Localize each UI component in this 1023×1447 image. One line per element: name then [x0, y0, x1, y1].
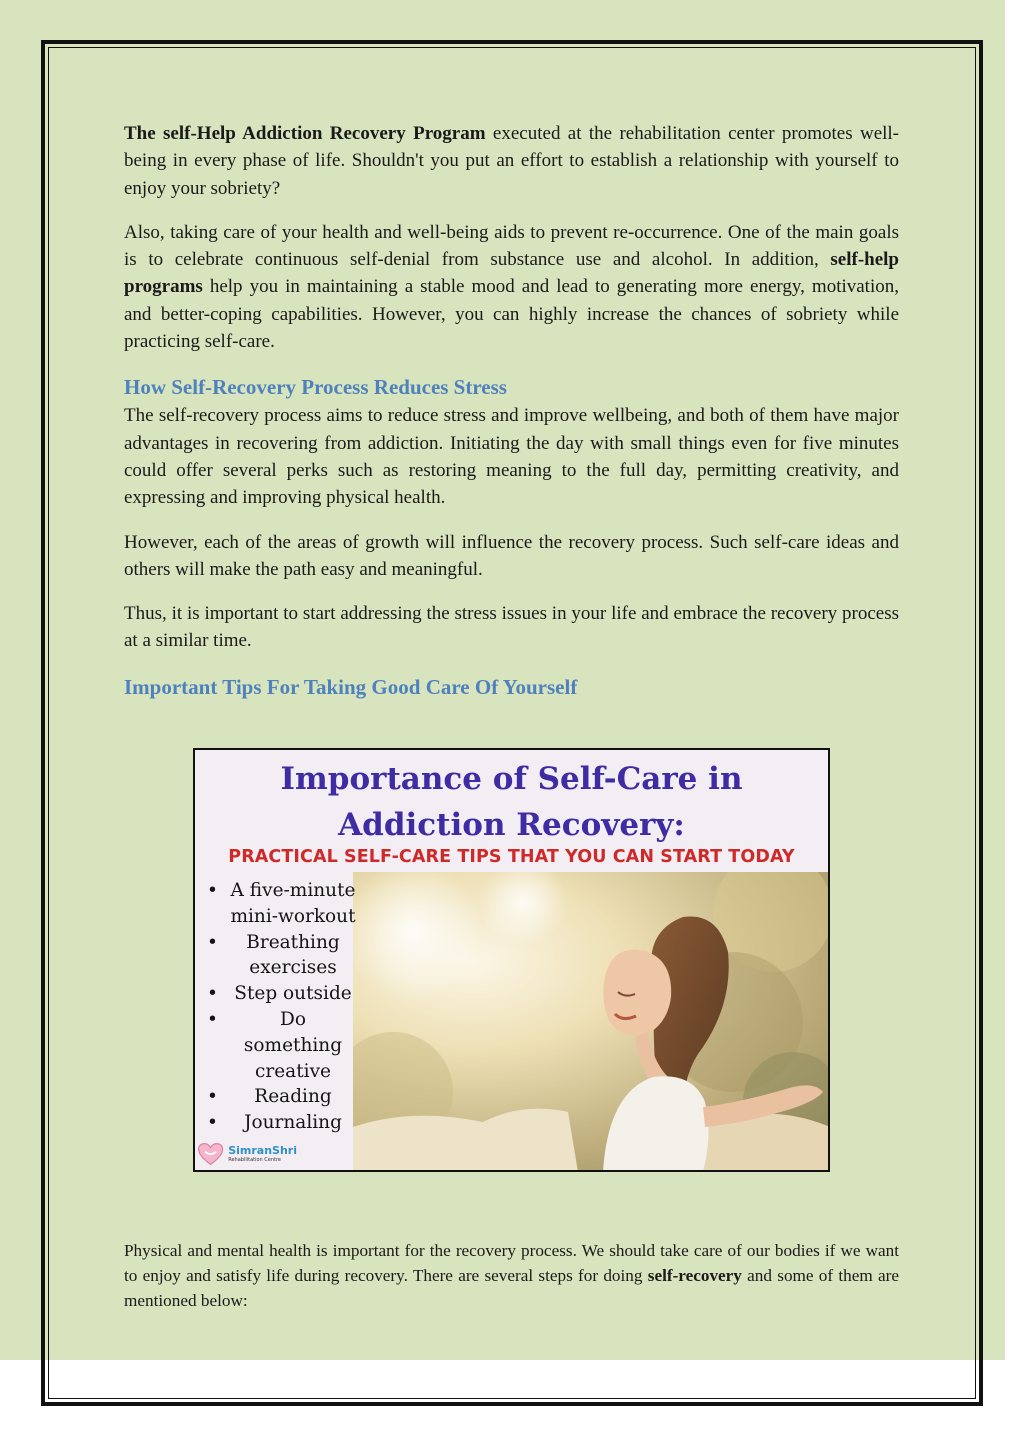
self-recovery-bold: self-recovery	[647, 1266, 742, 1285]
infographic-subtitle: PRACTICAL SELF-CARE TIPS THAT YOU CAN START TODAY	[228, 847, 795, 867]
article-body	[124, 120, 899, 702]
closing-paragraph	[124, 1238, 899, 1313]
stress-paragraph-1: The self-recovery process aims to reduce stress and improve wellbeing, and both of them have major advantages in recovering from addiction. Initiating the day with small things even for five minutes could offer several perks such as restoring meaning to the full day, permitting creativity, and expressing and improving physical health.	[124, 405, 899, 509]
infographic-title-line-2: Addiction Recovery:	[338, 807, 685, 843]
tip-item: • Journaling	[201, 1110, 357, 1136]
infographic-title	[195, 756, 828, 848]
intro-paragraph-1-text: executed at the rehabilitation center promotes well-being in every phase of life. Shouldn't you put an effort to establish a relationship with yourself to enjoy your sobriety?	[124, 123, 900, 199]
intro-paragraph-2-text-a: Also, taking care of your health and well-being aids to prevent re-occurrence. One of the main goals is to celebrate continuous self-denial from substance use and alcohol. In addition,	[124, 221, 899, 271]
tip-item: • A five-minute mini-workout	[201, 878, 357, 930]
tip-item: • Breathing exercises	[201, 930, 357, 982]
tip-item: • Reading	[201, 1084, 357, 1110]
self-care-tips-list	[201, 878, 357, 1136]
intro-paragraph-1	[124, 120, 899, 202]
logo-name: SimranShri	[228, 1144, 297, 1157]
stress-section-heading: How Self-Recovery Process Reduces Stress	[124, 375, 507, 400]
self-care-infographic	[193, 748, 830, 1172]
heart-logo-icon	[197, 1139, 224, 1169]
program-name-bold: The self-Help Addiction Recovery Program	[124, 123, 486, 144]
infographic-title-line-1: Importance of Self-Care in	[280, 761, 743, 797]
tip-item: • Do something creative	[201, 1007, 357, 1084]
stress-paragraph-2: However, each of the areas of growth will influence the recovery process. Such self-care ideas and others will make the path easy and meaningful.	[124, 531, 899, 580]
tips-section-heading: Important Tips For Taking Good Care Of Yourself	[124, 674, 578, 699]
logo-tagline: Rehabilitation Centre	[228, 1157, 282, 1163]
tip-item: • Step outside	[201, 981, 357, 1007]
photo-illustration	[353, 872, 830, 1172]
logo-text	[228, 1145, 297, 1163]
woman-outdoors-photo	[353, 872, 830, 1172]
intro-paragraph-2	[124, 219, 899, 355]
closing-paragraph-text-b: and some of them are mentioned below:	[124, 1266, 899, 1310]
closing-paragraph-text-a: Physical and mental health is important for the recovery process. We should take care of our bodies if we want to enjoy and satisfy life during recovery. There are several steps for doing	[124, 1241, 899, 1285]
simranshri-logo	[197, 1138, 297, 1170]
stress-paragraph-3: Thus, it is important to start addressing the stress issues in your life and embrace the recovery process at a similar time.	[124, 603, 899, 652]
intro-paragraph-2-text-b: help you in maintaining a stable mood and lead to generating more energy, motivation, and better-coping capabilities. However, you can highly increase the chances of sobriety while practicing self-care.	[124, 276, 899, 353]
self-help-programs-bold: self-help programs	[124, 249, 899, 298]
